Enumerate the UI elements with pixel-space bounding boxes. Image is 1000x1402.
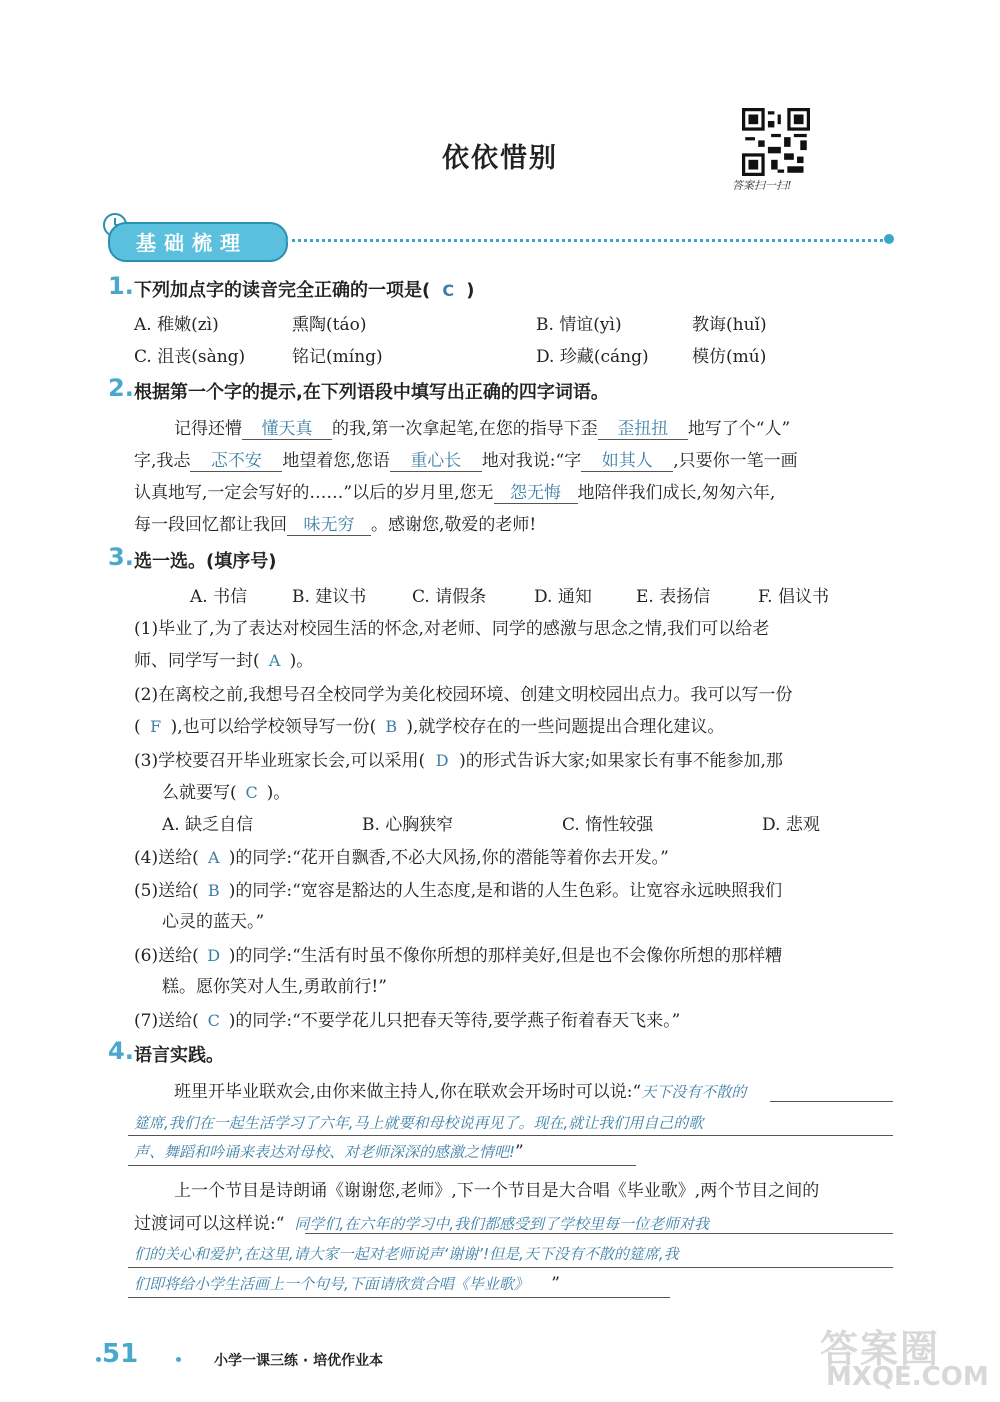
choice-option: A. 缺乏自信 (162, 815, 254, 835)
answer-mark: C (207, 1011, 220, 1030)
line-text: )。 (266, 783, 291, 803)
choice-option: E. 表扬信 (636, 587, 711, 607)
passage-text: 。感谢您,敬爱的老师! (371, 515, 537, 535)
line-text: ( (134, 717, 141, 737)
sub-question-line: 糕。愿你笑对人生,勇敢前行!” (162, 977, 387, 997)
answer-mark: C (245, 783, 258, 802)
option-c: C. 沮丧(sàng) (134, 347, 246, 367)
passage-text: 字,我忐 (134, 451, 191, 471)
answer-mark: C (442, 281, 455, 300)
answer-line (128, 1297, 670, 1298)
banner-end-dot (884, 234, 894, 244)
passage-line: 上一个节目是诗朗诵《谢谢您,老师》,下一个节目是大合唱《毕业歌》,两个节目之间的 (174, 1181, 820, 1201)
passage-text: 过渡词可以这样说:“ (134, 1214, 285, 1234)
question-number: 2. (108, 374, 134, 402)
passage-text: 地陪伴我们成长,匆匆六年, (577, 483, 776, 503)
fill-blank[interactable]: 怨无悔 (494, 478, 578, 504)
passage-line (174, 1077, 746, 1102)
passage-line (134, 1273, 560, 1294)
fill-blank[interactable]: 忑不安 (190, 446, 282, 472)
question-stem: 语言实践。 (134, 1045, 224, 1066)
sub-question-line (134, 1006, 680, 1031)
answer-mark: D (435, 751, 449, 770)
sub-question-line (162, 778, 290, 803)
stem-text: ) (466, 280, 475, 301)
line-text: 师、同学写一封( (134, 651, 260, 671)
fill-blank[interactable]: 歪扭扭 (598, 414, 688, 440)
line-text: (7)送给( (134, 1011, 199, 1031)
line-text: (4)送给( (134, 848, 199, 868)
footer-dot (176, 1357, 181, 1362)
question-stem (134, 276, 474, 302)
passage-text: 班里开毕业联欢会,由你来做主持人,你在联欢会开场时可以说:“ (174, 1082, 642, 1102)
passage-text: 地对我说:“字 (481, 451, 582, 471)
fill-blank[interactable]: 味无穷 (287, 510, 371, 536)
choice-option: F. 倡议书 (758, 587, 829, 607)
line-text: (6)送给( (134, 946, 199, 966)
passage-text: 认真地写,一定会写好的……”以后的岁月里,您无 (134, 483, 494, 503)
passage-text: ” (515, 1142, 524, 1162)
line-text: ),也可以给学校领导写一份( (170, 717, 377, 737)
answer-line (770, 1101, 893, 1102)
section-banner-label: 基础梳理 (136, 231, 248, 255)
line-text: )的同学:“生活有时虽不像你所想的那样美好,但是也不会像你所想的那样糟 (228, 946, 783, 966)
choice-option: C. 惰性较强 (562, 815, 654, 835)
line-text: )的形式告诉大家;如果家长有事不能参加,那 (459, 751, 783, 771)
sub-question-line (134, 712, 724, 737)
question-stem: 选一选。(填序号) (134, 551, 277, 572)
passage-text: ,只要你一笔一画 (673, 451, 798, 471)
question-number: 1. (108, 272, 134, 300)
fill-blank[interactable]: 重心长 (390, 446, 482, 472)
footer-dot (96, 1357, 101, 1362)
passage-text: 地望着您,您语 (282, 451, 390, 471)
option-c-second: 铭记(míng) (292, 347, 383, 367)
choice-option: D. 悲观 (762, 815, 820, 835)
answer-line (128, 1165, 636, 1166)
line-text: )的同学:“不要学花儿只把春天等待,要学燕子衔着春天飞来。” (228, 1011, 681, 1031)
line-text: (3)学校要召开毕业班家长会,可以采用( (134, 751, 426, 771)
question-number: 3. (108, 543, 134, 571)
passage-line (134, 478, 775, 504)
sub-question-line: (1)毕业了,为了表达对校园生活的怀念,对老师、同学的感激与思念之情,我们可以给老 (134, 619, 770, 639)
line-text: ),就学校存在的一些问题提出合理化建议。 (406, 717, 725, 737)
choice-option: D. 通知 (534, 587, 592, 607)
sub-question-line: 心灵的蓝天。” (162, 912, 265, 932)
fill-blank[interactable]: 如其人 (581, 446, 673, 472)
line-text: (5)送给( (134, 881, 199, 901)
sub-question-line (134, 746, 783, 771)
line-text: )。 (289, 651, 314, 671)
option-d-second: 模仿(mú) (692, 347, 767, 367)
page-number: 51 (102, 1339, 139, 1369)
sub-question-line (134, 646, 313, 671)
qr-caption: 答案扫一扫! (732, 179, 792, 192)
stem-text: 下列加点字的读音完全正确的一项是( (134, 280, 431, 301)
handwritten-answer[interactable]: 声、舞蹈和吟诵来表达对母校、对老师深深的感激之情吧! (134, 1143, 516, 1161)
option-b: B. 情谊(yì) (536, 315, 622, 335)
watermark-url: MXQE.COM (826, 1362, 989, 1392)
line-text: )的同学:“宽容是豁达的人生态度,是和谐的人生色彩。让宽容永远映照我们 (228, 881, 783, 901)
option-b-second: 教诲(huǐ) (692, 315, 767, 335)
sub-question-line (134, 941, 782, 966)
handwritten-answer[interactable]: 们即将给小学生活画上一个句号,下面请欣赏合唱《毕业歌》 (134, 1275, 522, 1293)
banner-divider (285, 239, 890, 242)
choice-option: C. 请假条 (412, 587, 487, 607)
question-number: 4. (108, 1037, 134, 1065)
option-a: A. 稚嫩(zì) (134, 315, 219, 335)
option-d: D. 珍藏(cáng) (536, 347, 649, 367)
choice-option: B. 心胸狭窄 (362, 815, 454, 835)
passage-line (134, 1209, 709, 1234)
handwritten-answer[interactable]: 同学们,在六年的学习中,我们都感受到了学校里每一位老师对我 (294, 1215, 709, 1233)
question-stem: 根据第一个字的提示,在下列语段中填写出正确的四字词语。 (134, 382, 609, 403)
answer-mark: F (150, 717, 162, 736)
line-text: 么就要写( (162, 783, 237, 803)
qr-code[interactable] (742, 108, 810, 176)
watermark-logo: 答案圈 (820, 1327, 941, 1371)
handwritten-answer[interactable]: 们的关心和爱护,在这里,请大家一起对老师说声‘谢谢’!但是,天下没有不散的筵席,我 (134, 1245, 679, 1263)
passage-text: 每一段回忆都让我回 (134, 515, 287, 535)
answer-mark: A (207, 848, 220, 867)
passage-text: 的我,第一次拿起笔,在您的指导下歪 (332, 419, 598, 439)
answer-line (305, 1233, 893, 1234)
passage-text: 地写了个“人” (687, 419, 791, 439)
answer-line (128, 1267, 893, 1268)
handwritten-answer[interactable]: 筵席,我们在一起生活学习了六年,马上就要和母校说再见了。现在,就让我们用自己的歌 (134, 1114, 704, 1132)
option-a-second: 熏陶(táo) (292, 315, 367, 335)
sub-question-line (134, 843, 669, 868)
passage-line (174, 414, 790, 440)
passage-line (134, 446, 798, 472)
choice-option: B. 建议书 (292, 587, 367, 607)
line-text: )的同学:“花开自飘香,不必大风扬,你的潜能等着你去开发。” (228, 848, 669, 868)
passage-line (134, 510, 536, 536)
page-title: 依依惜别 (442, 143, 558, 174)
choice-option: A. 书信 (190, 587, 248, 607)
fill-blank[interactable]: 懂天真 (242, 414, 332, 440)
answer-mark: B (385, 717, 398, 736)
passage-text: ” (551, 1274, 560, 1294)
answer-mark: A (268, 651, 281, 670)
passage-text: 记得还懵 (174, 419, 242, 439)
sub-question-line: (2)在离校之前,我想号召全校同学为美化校园环境、创建文明校园出点力。我可以写一份 (134, 685, 793, 705)
answer-mark: B (207, 881, 220, 900)
passage-line (134, 1141, 524, 1162)
sub-question-line (134, 876, 782, 901)
handwritten-answer[interactable]: 天下没有不散的 (641, 1083, 747, 1101)
answer-mark: D (207, 946, 221, 965)
book-title: 小学一课三练 · 培优作业本 (214, 1353, 384, 1369)
answer-line (128, 1135, 893, 1136)
